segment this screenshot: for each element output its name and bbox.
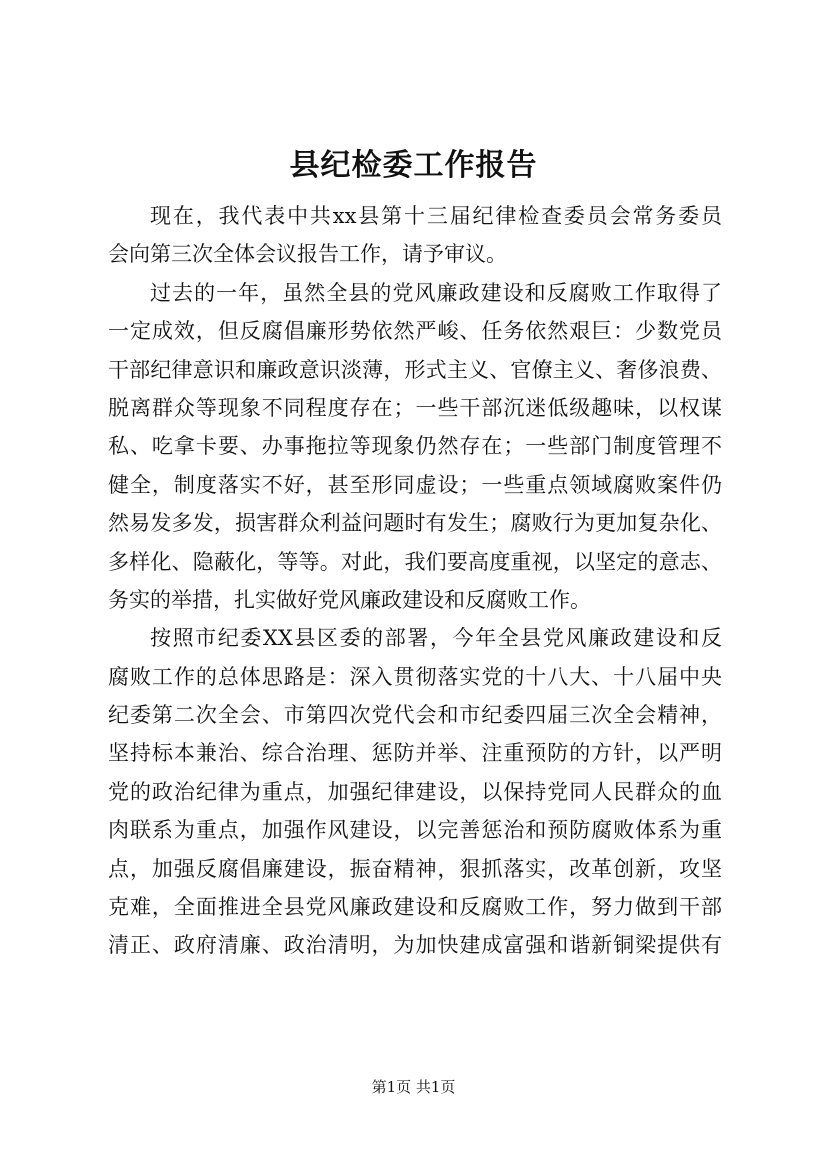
paragraph-2-line-6: 健全，制度落实不好，甚至形同虚设；一些重点领域腐败案件仍 — [108, 472, 722, 497]
paragraph-1-line-2: 会向第三次全体会议报告工作，请予审议。 — [108, 242, 507, 267]
paragraph-2-line-2: 一定成效，但反腐倡廉形势依然严峻、任务依然艰巨：少数党员 — [108, 319, 722, 344]
paragraph-2-line-1: 过去的一年，虽然全县的党风廉政建设和反腐败工作取得了 — [150, 280, 722, 305]
paragraph-2-line-5: 私、吃拿卡要、办事拖拉等现象仍然存在；一些部门制度管理不 — [108, 434, 722, 459]
paragraph-3-line-3: 纪委第二次全会、市第四次党代会和市纪委四届三次全会精神， — [108, 703, 722, 728]
paragraph-3-line-1: 按照市纪委XX县区委的部署，今年全县党风廉政建设和反 — [150, 626, 722, 651]
paragraph-2-line-7: 然易发多发，损害群众利益问题时有发生；腐败行为更加复杂化、 — [108, 511, 722, 536]
paragraph-3-line-7: 点，加强反腐倡廉建设，振奋精神，狠抓落实，改革创新，攻坚 — [108, 856, 722, 881]
paragraph-2-line-8: 多样化、隐蔽化，等等。对此，我们要高度重视，以坚定的意志、 — [108, 549, 722, 574]
paragraph-2-line-4: 脱离群众等现象不同程度存在；一些干部沉迷低级趣味，以权谋 — [108, 395, 722, 420]
paragraph-3-line-5: 党的政治纪律为重点，加强纪律建设，以保持党同人民群众的血 — [108, 779, 722, 804]
paragraph-2-line-3: 干部纪律意识和廉政意识淡薄，形式主义、官僚主义、奢侈浪费、 — [108, 357, 722, 382]
document-title: 县纪检委工作报告 — [289, 148, 538, 183]
document-body — [108, 197, 722, 965]
paragraph-3-line-6: 肉联系为重点，加强作风建设，以完善惩治和预防腐败体系为重 — [108, 818, 722, 843]
paragraph-2-line-9: 务实的举措，扎实做好党风廉政建设和反腐败工作。 — [108, 587, 591, 612]
paragraph-3-line-9: 清正、政府清廉、政治清明，为加快建成富强和谐新铜梁提供有 — [108, 933, 722, 958]
page-number-footer: 第1页 共1页 — [371, 1078, 456, 1096]
paragraph-3-line-8: 克难，全面推进全县党风廉政建设和反腐败工作，努力做到干部 — [108, 895, 722, 920]
paragraph-1-line-1: 现在，我代表中共xx县第十三届纪律检查委员会常务委员 — [150, 204, 722, 228]
paragraph-3-line-4: 坚持标本兼治、综合治理、惩防并举、注重预防的方针，以严明 — [108, 741, 722, 766]
paragraph-3-line-2: 腐败工作的总体思路是：深入贯彻落实党的十八大、十八届中央 — [108, 664, 722, 689]
